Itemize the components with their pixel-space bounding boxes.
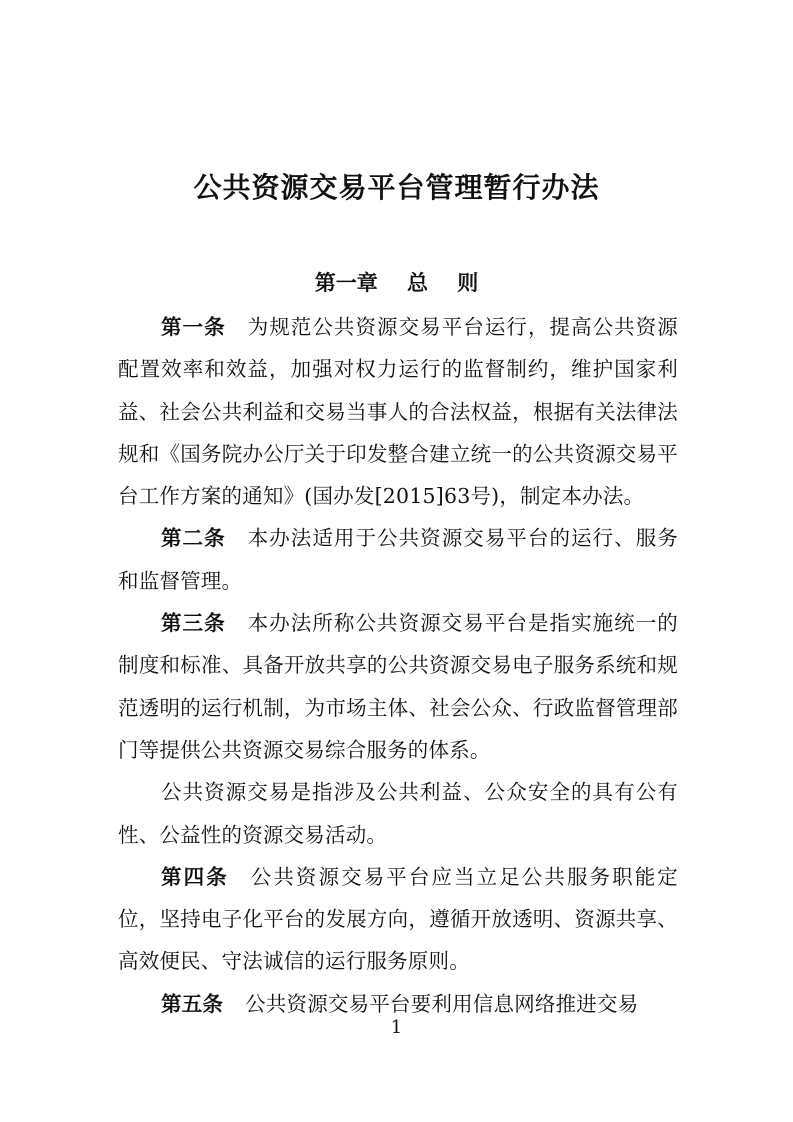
article-text: 为规范公共资源交易平台运行，提高公共资源配置效率和效益，加强对权力运行的监督制约，维护国家利益、社会公共利益和交易当事人的合法权益，根据有关法律法规和《国务院办公厅关于印发整合建立统一的公共资源交易平台工作方案的通知》(国办发[2015]63号)，制定本办法。 [118, 315, 679, 509]
paragraph-article-3 [118, 602, 678, 771]
document-title: 公共资源交易平台管理暂行办法 [193, 171, 600, 204]
article-label: 第一条 [161, 315, 226, 339]
article-text: 本办法所称公共资源交易平台是指实施统一的制度和标准、具备开放共享的公共资源交易电子服务系统和规范透明的运行机制，为市场主体、社会公众、行政监督管理部门等提供公共资源交易综合服务的体系。 [118, 611, 679, 762]
article-label: 第三条 [161, 611, 226, 636]
article-text: 公共资源交易是指涉及公共利益、公众安全的具有公有性、公益性的资源交易活动。 [118, 780, 678, 847]
article-text: 公共资源交易平台要利用信息网络推进交易 [245, 991, 639, 1016]
document-body [118, 306, 678, 1025]
article-label: 第五条 [161, 991, 224, 1016]
paragraph-article-4 [118, 856, 678, 983]
article-text: 公共资源交易平台应当立足公共服务职能定位，坚持电子化平台的发展方向，遵循开放透明、资源共享、高效便民、守法诚信的运行服务原则。 [118, 864, 678, 974]
article-text: 本办法适用于公共资源交易平台的运行、服务和监督管理。 [118, 526, 679, 593]
article-label: 第四条 [161, 864, 229, 889]
paragraph-article-2 [118, 517, 678, 602]
chapter-heading: 第一章 总 则 [314, 271, 479, 295]
page-number: 1 [390, 1017, 403, 1038]
paragraph-article-1 [118, 306, 678, 517]
paragraph-article-3-continued [118, 771, 678, 856]
article-label: 第二条 [161, 526, 226, 551]
